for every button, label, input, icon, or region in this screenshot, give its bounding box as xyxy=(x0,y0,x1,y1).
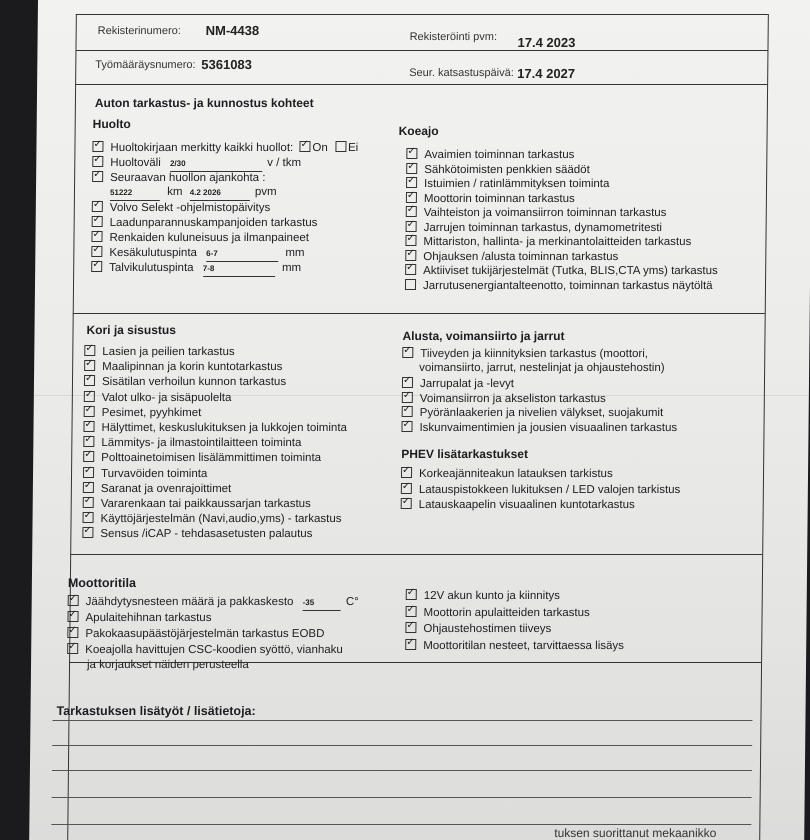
checkbox[interactable] xyxy=(83,512,94,523)
checkbox[interactable] xyxy=(405,622,416,633)
notes-line-1[interactable] xyxy=(52,720,752,721)
alusta-list xyxy=(401,346,678,434)
checkbox[interactable] xyxy=(406,177,417,188)
checkbox[interactable] xyxy=(401,483,412,494)
list-item xyxy=(401,482,681,498)
list-item xyxy=(83,481,347,496)
option-ei: Ei xyxy=(347,142,359,154)
header-bottom-line xyxy=(75,84,767,85)
checkbox[interactable] xyxy=(402,406,413,417)
list-item xyxy=(406,220,719,235)
regdate-label: Rekisteröinti pvm: xyxy=(409,31,498,43)
checkbox[interactable] xyxy=(91,261,102,272)
checkbox[interactable] xyxy=(406,192,417,203)
checkbox[interactable] xyxy=(92,201,103,212)
item-label: Sisätilan verhoilun kunnon tarkastus xyxy=(101,376,287,389)
list-item xyxy=(83,420,347,435)
list-item xyxy=(402,405,678,420)
item-label: Pakokaasupäästöjärjestelmän tarkastus EOBD xyxy=(85,628,325,640)
reg-value: NM-4438 xyxy=(205,23,260,38)
list-item xyxy=(405,249,718,264)
alusta-row-tightness xyxy=(402,346,678,361)
item-label: Avaimien toiminnan tarkastus xyxy=(424,149,575,161)
item-label: Volvo Selekt -ohjelmistopäivitys xyxy=(109,202,271,214)
list-item xyxy=(82,526,346,541)
list-item xyxy=(405,234,718,249)
inspection-form-paper xyxy=(29,0,810,840)
checkbox[interactable] xyxy=(401,467,412,478)
notes-line-2[interactable] xyxy=(52,745,752,746)
huolto-row-campaigns xyxy=(92,215,358,230)
item-label: Aktiiviset tukijärjestelmät (Tutka, BLIS,CTA yms) tarkastus xyxy=(423,265,718,277)
item-label: 12V akun kunto ja kiinnitys xyxy=(423,590,560,602)
item-label: Polttoainetoimisen lisälämmittimen toiminta xyxy=(101,452,322,465)
item-label: Renkaiden kuluneisuus ja ilmanpaineet xyxy=(109,232,310,244)
item-label: Ohjaustehostimen tiiveys xyxy=(423,623,552,635)
checkbox[interactable] xyxy=(402,392,413,403)
list-item xyxy=(406,162,719,177)
item-label: Moottoritilan nesteet, tarvittaessa lisäys xyxy=(423,639,625,652)
notes-line-4[interactable] xyxy=(52,797,752,798)
item-label: Apulaitehihnan tarkastus xyxy=(85,612,212,624)
header-divider xyxy=(75,50,767,51)
next-inspection-value: 17.4 2027 xyxy=(517,66,576,81)
kori-title: Kori ja sisustus xyxy=(86,323,176,337)
checkbox[interactable] xyxy=(67,611,78,622)
list-item xyxy=(83,435,347,450)
checkbox[interactable] xyxy=(405,264,416,275)
item-label: Turvavöiden toiminta xyxy=(100,467,208,480)
checkbox[interactable] xyxy=(92,216,103,227)
item-label: Jarrupalat ja -levyt xyxy=(419,378,515,390)
checkbox[interactable] xyxy=(84,406,95,417)
next-date-fill: 4.2 2026 xyxy=(190,185,250,201)
huolto-row-winter-tread xyxy=(91,260,357,275)
work-order-label: Työmääräysnumero: xyxy=(95,59,196,71)
notes-line-3[interactable] xyxy=(52,770,752,771)
next-km-fill: 51222 xyxy=(110,185,160,201)
koeajo-list xyxy=(405,147,719,292)
checkbox[interactable] xyxy=(405,279,416,290)
huolto-row-tires xyxy=(91,230,357,245)
checkbox[interactable] xyxy=(83,421,94,432)
checkbox[interactable] xyxy=(405,639,416,650)
kori-list xyxy=(82,344,348,541)
list-item xyxy=(84,359,348,374)
item-label: Käyttöjärjestelmän (Navi,audio,yms) - tarkastus xyxy=(100,513,342,526)
item-label: Mittariston, hallinta- ja merkinantolaitteiden tarkastus xyxy=(423,236,692,248)
mt-row-belt xyxy=(67,610,358,626)
checkbox[interactable] xyxy=(401,498,412,509)
item-label-continued: ja korjaukset näiden perusteella xyxy=(86,659,249,671)
interval-fill: 2/30 xyxy=(170,156,262,172)
coolant-fill: -35 xyxy=(303,595,341,611)
item-label: Kesäkulutuspinta xyxy=(109,247,198,259)
list-item xyxy=(401,420,677,435)
item-label: Istuimien / ratinlämmityksen toiminta xyxy=(424,178,610,190)
checkbox[interactable] xyxy=(406,163,417,174)
checkbox[interactable] xyxy=(68,595,79,606)
km-unit: km xyxy=(167,186,183,198)
checkbox[interactable] xyxy=(67,643,78,654)
item-label: Hälyttimet, keskuslukituksen ja lukkojen toiminta xyxy=(101,421,348,434)
winter-tread-fill: 7-8 xyxy=(203,261,275,277)
checkbox-ei[interactable] xyxy=(335,141,346,152)
summer-tread-fill: 6-7 xyxy=(206,246,278,262)
next-inspection-label: Seur. katsastuspäivä: xyxy=(409,67,514,79)
mt-row-csc xyxy=(67,642,358,658)
mm-unit: mm xyxy=(285,247,305,259)
item-label: Pesimet, pyyhkimet xyxy=(101,406,202,419)
mt-row-csc-cont xyxy=(67,658,358,673)
list-item xyxy=(401,497,681,513)
item-label: Jarrujen toiminnan tarkastus, dynamometritesti xyxy=(423,221,663,234)
item-label: Valot ulko- ja sisäpuolelta xyxy=(101,391,232,404)
huolto-list xyxy=(91,140,358,275)
interval-unit: v / tkm xyxy=(267,157,302,169)
list-item xyxy=(405,621,624,638)
item-label: Vararenkaan tai paikkaussarjan tarkastus xyxy=(100,497,311,510)
checkbox[interactable] xyxy=(84,375,95,386)
item-label: Iskunvaimentimien ja jousien visuaalinen tarkastus xyxy=(419,421,678,434)
checkbox[interactable] xyxy=(83,482,94,493)
checkbox[interactable] xyxy=(405,250,416,261)
moottoritila-right-list xyxy=(405,588,624,654)
item-label: Sähkötoimisten penkkien säädöt xyxy=(424,163,590,176)
frame-right xyxy=(759,14,769,840)
list-item xyxy=(406,205,719,220)
checkbox[interactable] xyxy=(402,377,413,388)
item-label: Moottorin toiminnan tarkastus xyxy=(423,192,575,205)
list-item xyxy=(83,496,347,511)
list-item xyxy=(405,278,718,293)
huolto-title: Huolto xyxy=(92,117,131,131)
section-divider-2 xyxy=(70,554,762,555)
pvm-unit: pvm xyxy=(254,186,277,198)
checkbox[interactable] xyxy=(405,235,416,246)
item-label: Jäähdytysnesteen määrä ja pakkaskesto xyxy=(85,596,294,608)
list-item xyxy=(406,176,719,191)
item-label: Korkeajänniteakun latauksen tarkistus xyxy=(418,468,613,480)
list-item xyxy=(405,263,718,278)
item-label: Koeajolla havittujen CSC-koodien syöttö, vianhaku xyxy=(85,644,343,656)
checkbox[interactable] xyxy=(83,451,94,462)
checkbox-on[interactable] xyxy=(299,141,310,152)
item-label: Saranat ja ovenrajoittimet xyxy=(100,482,232,495)
checkbox[interactable] xyxy=(401,421,412,432)
huolto-row-software xyxy=(92,200,358,215)
alusta-items xyxy=(401,376,677,434)
list-item xyxy=(83,450,347,465)
notes-line-5[interactable] xyxy=(51,824,751,825)
list-item xyxy=(402,376,678,391)
checkbox[interactable] xyxy=(91,246,102,257)
checkbox[interactable] xyxy=(84,391,95,402)
checkbox[interactable] xyxy=(402,347,413,358)
regdate-value: 17.4 2023 xyxy=(517,35,576,50)
list-item xyxy=(406,191,719,206)
checkbox[interactable] xyxy=(92,156,103,167)
item-label: Talvikulutuspinta xyxy=(109,262,194,274)
item-label: Sensus /iCAP - tehdasasetusten palautus xyxy=(100,528,313,541)
koeajo-title: Koeajo xyxy=(398,124,439,138)
checkbox[interactable] xyxy=(406,589,417,600)
list-item xyxy=(401,466,681,482)
alusta-row-tightness-cont xyxy=(402,361,678,376)
checkbox[interactable] xyxy=(406,148,417,159)
list-item xyxy=(84,405,348,420)
mt-row-coolant xyxy=(68,594,359,610)
mt-row-eobd xyxy=(67,626,358,642)
item-label: Maalipinnan ja korin kuntotarkastus xyxy=(102,361,283,374)
moottoritila-title: Moottoritila xyxy=(67,576,137,590)
huolto-row-next-values xyxy=(92,185,358,200)
checkbox[interactable] xyxy=(67,627,78,638)
item-label: Ohjauksen /alusta toiminnan tarkastus xyxy=(423,250,619,263)
item-label: Lasien ja peilien tarkastus xyxy=(102,346,235,358)
checkbox[interactable] xyxy=(84,360,95,371)
item-label: Voimansiirron ja akseliston tarkastus xyxy=(419,392,606,405)
mechanic-label-fragment: tuksen suorittanut mekaanikko xyxy=(554,826,717,840)
checkbox[interactable] xyxy=(406,206,417,217)
checkbox[interactable] xyxy=(82,527,93,538)
list-item xyxy=(82,511,346,526)
checkbox[interactable] xyxy=(406,221,417,232)
phev-title: PHEV lisätarkastukset xyxy=(401,447,529,461)
frame-top xyxy=(76,14,768,15)
item-label: Moottorin apulaitteiden tarkastus xyxy=(423,606,590,619)
mm-unit: mm xyxy=(281,262,302,274)
alusta-title: Alusta, voimansiirto ja jarrut xyxy=(402,329,565,343)
list-item xyxy=(406,588,625,605)
list-item xyxy=(84,344,348,359)
item-label: Huoltokirjaan merkitty kaikki huollot: xyxy=(110,142,294,154)
checkbox[interactable] xyxy=(83,467,94,478)
list-item xyxy=(406,147,719,162)
phev-list xyxy=(401,466,681,513)
checkbox[interactable] xyxy=(83,436,94,447)
checkbox[interactable] xyxy=(91,231,102,242)
item-label: Vaihteiston ja voimansiirron toiminnan tarkastus xyxy=(423,207,667,219)
item-label: Lämmitys- ja ilmastointilaitteen toiminta xyxy=(101,437,302,450)
item-label: Huoltoväli xyxy=(110,157,161,169)
section-divider-1 xyxy=(73,313,765,314)
checkbox[interactable] xyxy=(84,345,95,356)
item-label: Tiiveyden ja kiinnityksien tarkastus (moottori, xyxy=(420,348,649,360)
item-label: Latauspistokkeen lukituksen / LED valojen tarkistus xyxy=(418,483,681,496)
section-divider-3 xyxy=(69,662,761,663)
section-title: Auton tarkastus- ja kunnostus kohteet xyxy=(94,96,314,110)
list-item xyxy=(83,466,347,481)
list-item xyxy=(405,605,624,622)
work-order-value: 5361083 xyxy=(201,57,253,72)
coolant-unit: C° xyxy=(345,596,359,608)
huolto-row-summer-tread xyxy=(91,245,357,260)
option-on: On xyxy=(312,142,328,154)
checkbox[interactable] xyxy=(92,171,103,182)
huolto-row-interval xyxy=(92,155,358,170)
item-label: Jarrutusenergiantalteenotto, toiminnan tarkastus näytöltä xyxy=(422,279,713,292)
item-label-continued: voimansiirto, jarrut, nestelinjat ja ohjaustehostin) xyxy=(419,362,665,374)
item-label: Laadunparannuskampanjoiden tarkastus xyxy=(109,217,318,229)
list-item xyxy=(402,391,678,406)
huolto-row-next-service xyxy=(92,170,358,185)
reg-label: Rekisterinumero: xyxy=(97,25,181,37)
list-item xyxy=(84,374,348,389)
list-item xyxy=(405,638,624,655)
huolto-row-service-book xyxy=(92,140,358,155)
list-item xyxy=(84,390,348,405)
item-label: Latauskaapelin visuaalinen kuntotarkastus xyxy=(418,499,635,511)
notes-title: Tarkastuksen lisätyöt / lisätietoja: xyxy=(56,704,256,718)
checkbox[interactable] xyxy=(83,497,94,508)
item-label: Pyöränlaakerien ja nivelien välykset, suojakumit xyxy=(419,407,664,419)
checkbox[interactable] xyxy=(406,606,417,617)
item-label: Seuraavan huollon ajankohta : xyxy=(110,172,266,184)
checkbox[interactable] xyxy=(92,141,103,152)
